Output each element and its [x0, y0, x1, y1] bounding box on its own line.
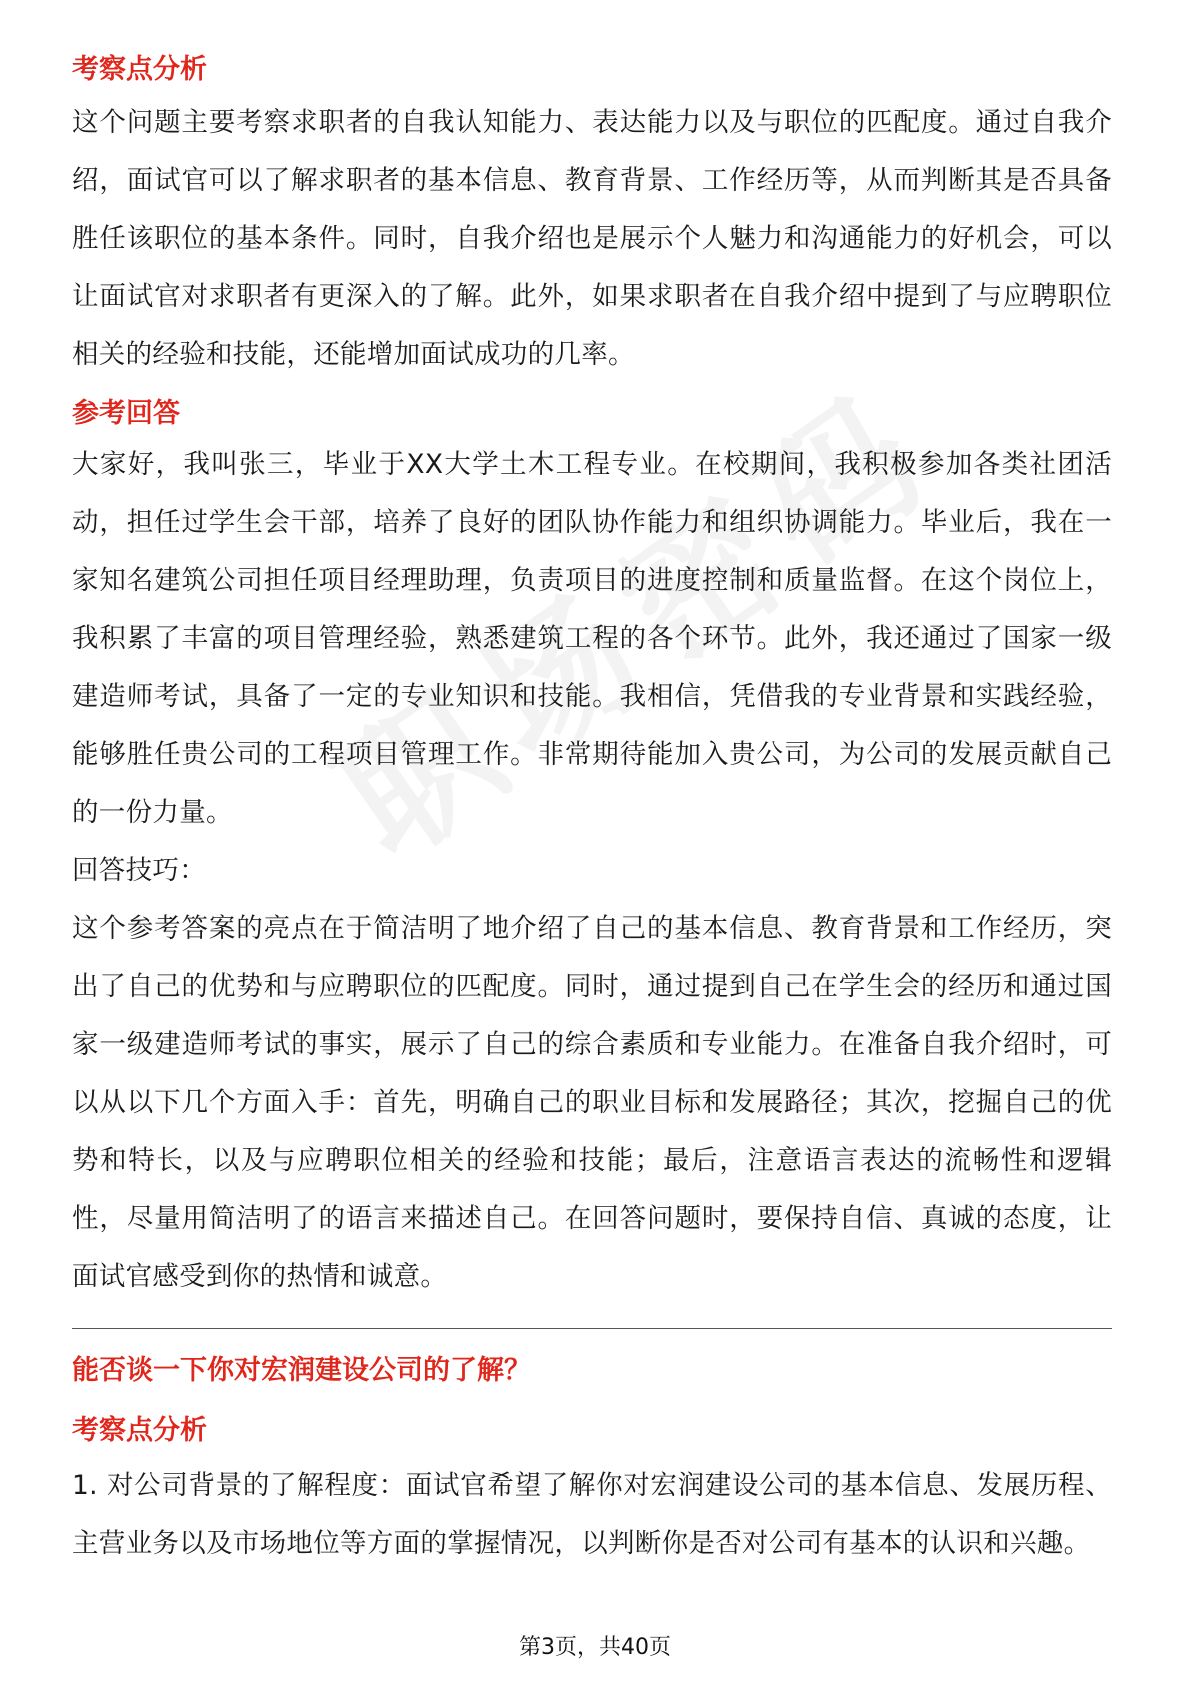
answer-tips-paragraph: 这个参考答案的亮点在于简洁明了地介绍了自己的基本信息、教育背景和工作经历，突出了自己的优势和与应聘职位的匹配度。同时，通过提到自己在学生会的经历和通过国家一级建造师考试的事实，展示了自己的综合素质和专业能力。在准备自我介绍时，可以从以下几个方面入手：首先，明确自己的职业目标和发展路径；其次，挖掘自己的优势和特长，以及与应聘职位相关的经验和技能；最后，注意语言表达的流畅性和逻辑性，尽量用简洁明了的语言来描述自己。在回答问题时，要保持自信、真诚的态度，让面试官感受到你的热情和诚意。 — [72, 913, 1112, 1292]
reference-answer-heading: 参考回答 — [72, 398, 180, 429]
analysis-heading: 考察点分析 — [72, 54, 207, 85]
document-page — [72, 50, 1112, 1573]
reference-answer-paragraph: 大家好，我叫张三，毕业于XX大学土木工程专业。在校期间，我积极参加各类社团活动，担任过学生会干部，培养了良好的团队协作能力和组织协调能力。毕业后，我在一家知名建筑公司担任项目经理助理，负责项目的进度控制和质量监督。在这个岗位上，我积累了丰富的项目管理经验，熟悉建筑工程的各个环节。此外，我还通过了国家一级建造师考试，具备了一定的专业知识和技能。我相信，凭借我的专业背景和实践经验，能够胜任贵公司的工程项目管理工作。非常期待能加入贵公司，为公司的发展贡献自己的一份力量。 — [72, 449, 1112, 828]
analysis-paragraph-2: 1. 对公司背景的了解程度：面试官希望了解你对宏润建设公司的基本信息、发展历程、主营业务以及市场地位等方面的掌握情况，以判断你是否对公司有基本的认识和兴趣。 — [72, 1470, 1112, 1559]
question-heading: 能否谈一下你对宏润建设公司的了解？ — [72, 1355, 531, 1386]
page-number: 第3页，共40页 — [519, 1635, 671, 1660]
answer-tips-label: 回答技巧： — [72, 855, 206, 886]
analysis-heading-2: 考察点分析 — [72, 1415, 207, 1446]
section-divider — [72, 1328, 1112, 1329]
analysis-paragraph: 这个问题主要考察求职者的自我认知能力、表达能力以及与职位的匹配度。通过自我介绍，面试官可以了解求职者的基本信息、教育背景、工作经历等，从而判断其是否具备胜任该职位的基本条件。同时，自我介绍也是展示个人魅力和沟通能力的好机会，可以让面试官对求职者有更深入的了解。此外，如果求职者在自我介绍中提到了与应聘职位相关的经验和技能，还能增加面试成功的几率。 — [72, 107, 1112, 370]
page-footer — [0, 1630, 1190, 1661]
